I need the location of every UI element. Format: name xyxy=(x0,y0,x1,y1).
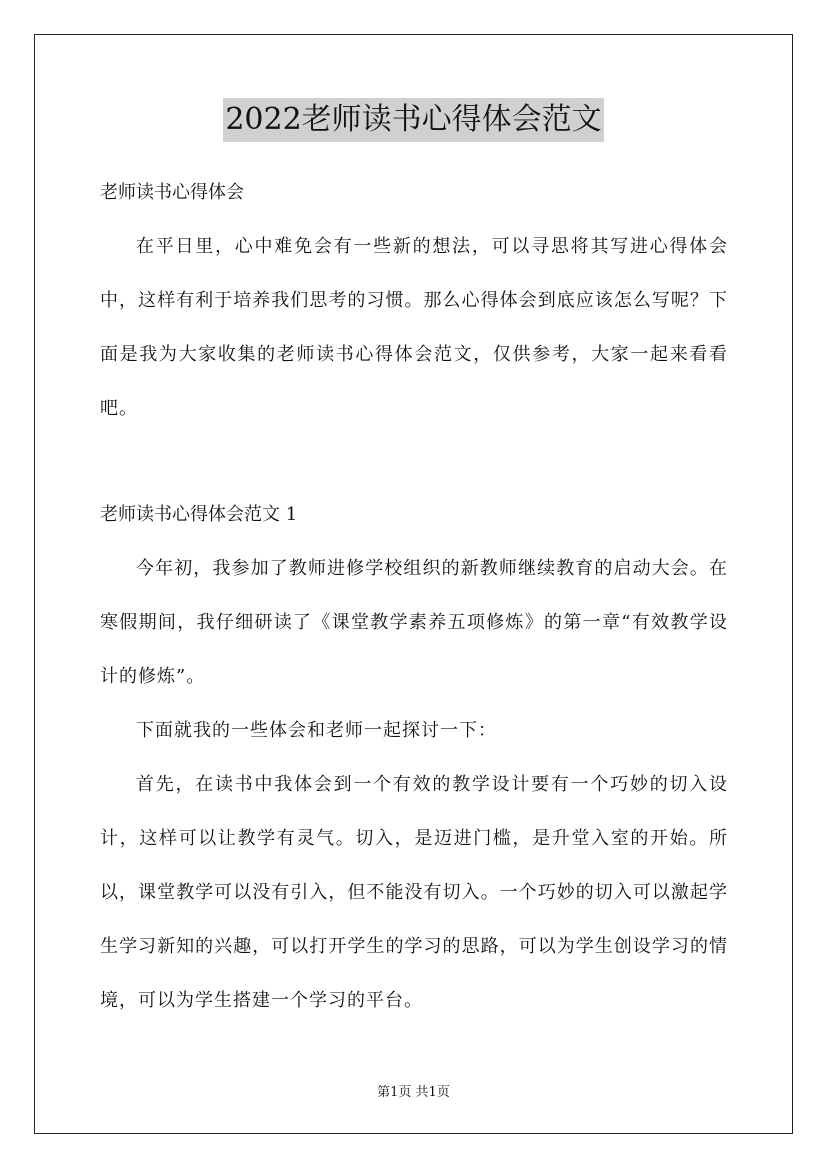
document-title xyxy=(0,98,827,142)
document-title-text: 2022老师读书心得体会范文 xyxy=(223,98,603,142)
essay-paragraph: 下面就我的一些体会和老师一起探讨一下： xyxy=(136,720,497,741)
intro-paragraph: 在平日里，心中难免会有一些新的想法，可以寻思将其写进心得体会中，这样有利于培养我们思考的习惯。那么心得体会到底应该怎么写呢？下面是我为大家收集的老师读书心得体会范文，仅供参考，大家一起来看看吧。 xyxy=(100,236,728,419)
page-number-footer: 第1页 共1页 xyxy=(377,1085,450,1100)
essay-paragraph: 今年初，我参加了教师进修学校组织的新教师继续教育的启动大会。在寒假期间，我仔细研读了《课堂教学素养五项修炼》的第一章“有效教学设计的修炼”。 xyxy=(100,558,728,687)
document-body xyxy=(100,170,728,1028)
spacer xyxy=(100,436,728,492)
essay-paragraph: 首先，在读书中我体会到一个有效的教学设计要有一个巧妙的切入设计，这样可以让教学有灵气。切入，是迈进门槛，是升堂入室的开始。所以，课堂教学可以没有引入，但不能没有切入。一个巧妙的切入可以激起学生学习新知的兴趣，可以打开学生的学习的思路，可以为学生创设学习的情境，可以为学生搭建一个学习的平台。 xyxy=(100,774,728,1011)
section-heading-intro: 老师读书心得体会 xyxy=(100,182,244,203)
section-heading-essay-1: 老师读书心得体会范文 1 xyxy=(100,504,298,525)
